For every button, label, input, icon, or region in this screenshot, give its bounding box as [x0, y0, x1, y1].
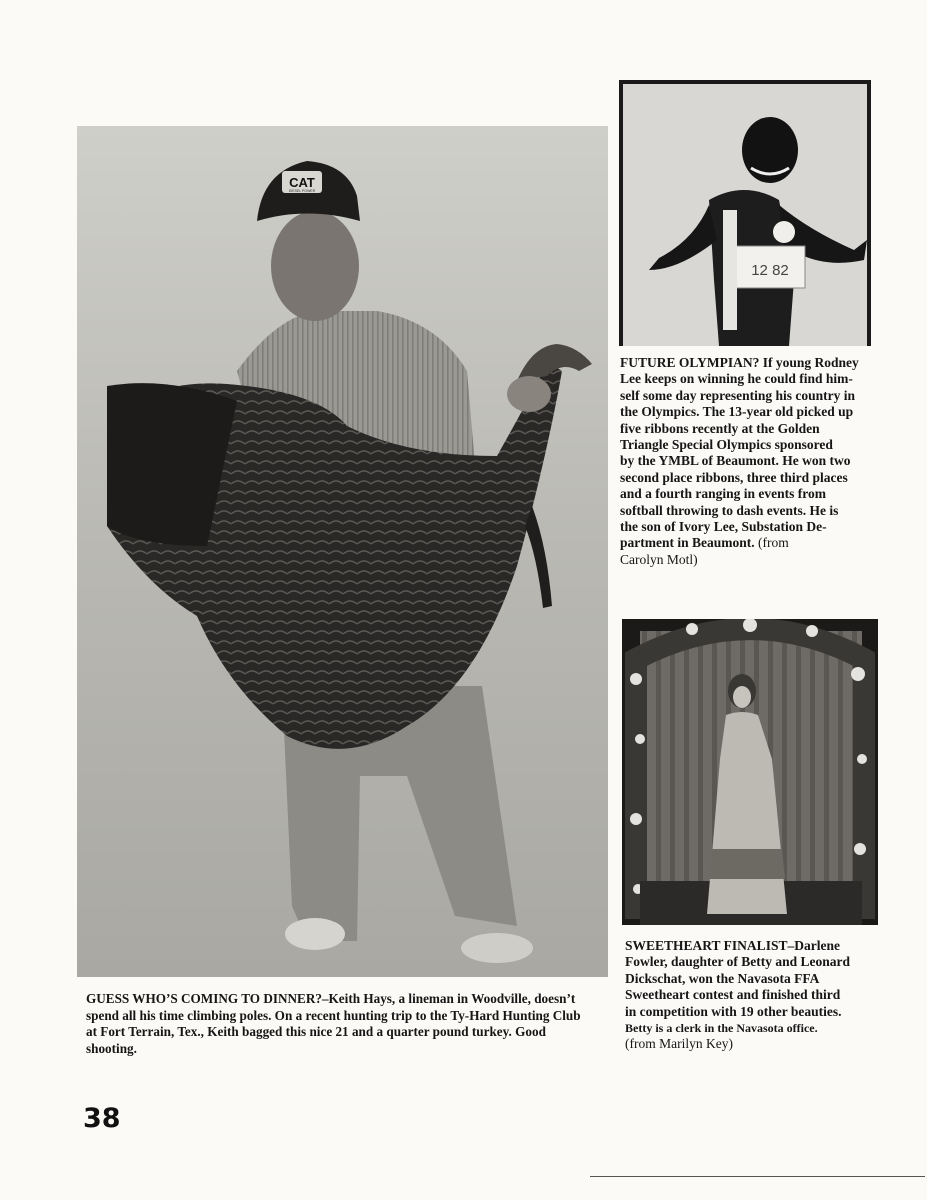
olympian-caption-line-9: and a fourth ranging in events from	[620, 486, 827, 502]
olympian-caption-line-12: partment in Beaumont.	[620, 535, 755, 551]
turkey-caption	[86, 991, 621, 1057]
turkey-caption-line-2: spend all his time climbing poles. On a recent hunting trip to the Ty-Hard Hunting Club	[86, 1007, 581, 1023]
sweetheart-caption	[625, 938, 895, 1053]
sweetheart-caption-line-4: Sweetheart contest and finished third	[625, 987, 841, 1003]
bib-number: 12 82	[751, 262, 789, 279]
olympian-caption-line-8: second place ribbons, three third places	[620, 469, 848, 485]
olympian-caption-line-4: the Olympics. The 13-year old picked up	[620, 404, 854, 420]
olympian-caption-line-10: softball throwing to dash events. He is	[620, 502, 839, 518]
olympian-caption	[620, 355, 885, 568]
turkey-caption-line-3: at Fort Terrain, Tex., Keith bagged this nice 21 and a quarter pound turkey. Good	[86, 1024, 546, 1040]
sweetheart-credit: (from Marilyn Key)	[625, 1036, 733, 1052]
shoe-left	[285, 918, 345, 950]
cap-logo-subtext: DIESEL POWER	[288, 189, 316, 193]
olympian-caption-line-5: five ribbons recently at the Golden	[620, 420, 820, 436]
turkey-caption-line-4: shooting.	[86, 1040, 137, 1056]
olympian-credit-line-2: Carolyn Motl)	[620, 551, 698, 567]
olympian-caption-line-2: Lee keeps on winning he could find him-	[620, 371, 853, 387]
sweetheart-photo	[622, 619, 878, 925]
cap-logo-text: CAT	[289, 175, 315, 190]
olympian-photo	[619, 80, 871, 346]
olympian-credit: (from	[758, 535, 789, 551]
turkey-caption-line-1: GUESS WHO’S COMING TO DINNER?–Keith Hays, a lineman in Woodville, doesn’t	[86, 991, 576, 1006]
bottom-rule	[590, 1176, 925, 1177]
sweetheart-caption-line-5: in competition with 19 other beauties.	[625, 1003, 842, 1019]
olympian-caption-line-3: self some day representing his country in	[620, 387, 856, 403]
sweetheart-caption-line-2: Fowler, daughter of Betty and Leonard	[625, 954, 851, 970]
olympian-caption-line-7: by the YMBL of Beaumont. He won two	[620, 453, 851, 469]
olympian-caption-line-1: FUTURE OLYMPIAN? If young Rodney	[620, 355, 859, 370]
page-number: 38	[83, 1103, 121, 1134]
olympian-caption-line-11: the son of Ivory Lee, Substation De-	[620, 519, 827, 535]
turkey-hunter-photo	[77, 126, 608, 977]
shoe-right	[461, 933, 533, 963]
sweetheart-caption-line-1: SWEETHEART FINALIST–Darlene	[625, 938, 840, 953]
sweetheart-caption-line-6: Betty is a clerk in the Navasota office.	[625, 1021, 818, 1036]
sweetheart-caption-line-3: Dickschat, won the Navasota FFA	[625, 970, 820, 986]
olympian-caption-line-6: Triangle Special Olympics sponsored	[620, 437, 833, 453]
